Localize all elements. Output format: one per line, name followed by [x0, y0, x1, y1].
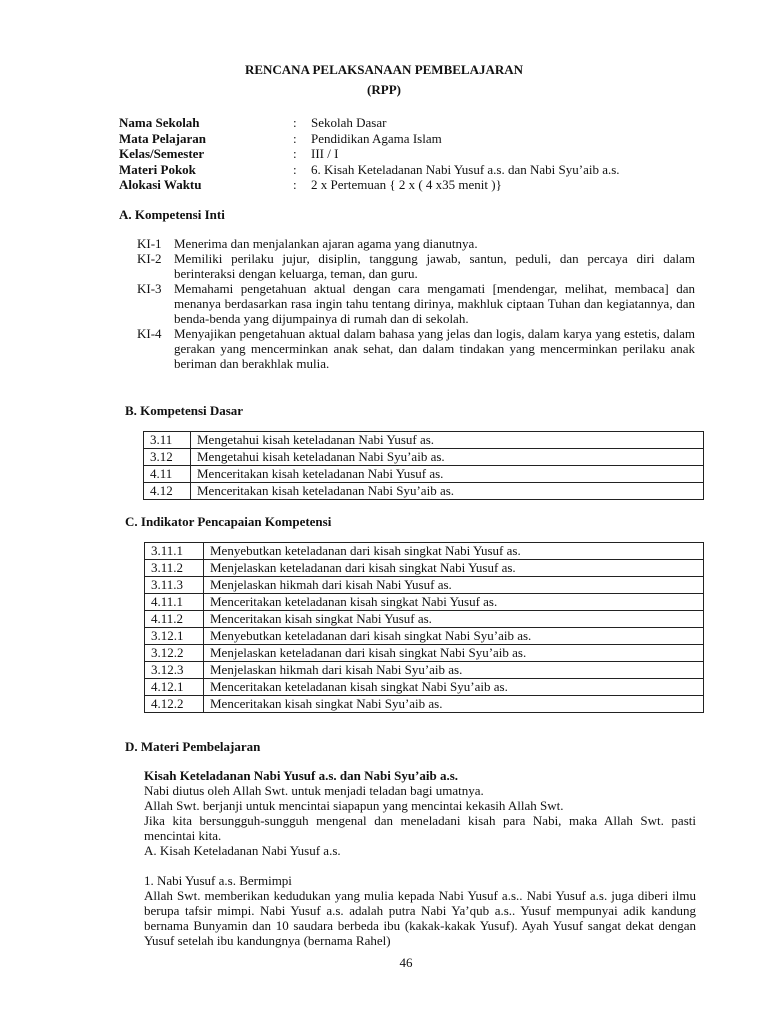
- table-row: [144, 483, 704, 500]
- table-cell-text: Menjelaskan keteladanan dari kisah singkat Nabi Yusuf as.: [204, 560, 704, 577]
- table-cell-text: Menjelaskan hikmah dari kisah Nabi Syu’aib as.: [204, 662, 704, 679]
- info-colon: :: [293, 177, 297, 192]
- materi-paragraph: A. Kisah Keteladanan Nabi Yusuf a.s.: [144, 843, 341, 858]
- table-cell-text: Menyebutkan keteladanan dari kisah singkat Nabi Syu’aib as.: [204, 628, 704, 645]
- table-cell-text: Mengetahui kisah keteladanan Nabi Syu’aib as.: [191, 449, 704, 466]
- spacer: [144, 858, 696, 873]
- table-cell-text: Menceritakan keteladanan kisah singkat Nabi Yusuf as.: [204, 594, 704, 611]
- info-row: [119, 115, 719, 131]
- ki-code: KI-2: [137, 251, 162, 266]
- info-value: 6. Kisah Keteladanan Nabi Yusuf a.s. dan Nabi Syu’aib a.s.: [311, 161, 620, 177]
- list-item: [137, 236, 695, 251]
- info-colon: :: [293, 146, 297, 161]
- info-label: Nama Sekolah: [119, 115, 200, 130]
- table-cell-code: 3.12.3: [145, 662, 204, 679]
- ki-text: Menyajikan pengetahuan aktual dalam bahasa yang jelas dan logis, dalam karya yang estetis, dalam gerakan yang mencerminkan anak sehat, dan dalam tindakan yang mencerminkan perilaku anak beriman dan berakhlak mulia.: [174, 326, 695, 371]
- table-row: [145, 560, 704, 577]
- table-row: [145, 679, 704, 696]
- document-title: RENCANA PELAKSANAAN PEMBELAJARAN: [244, 62, 524, 77]
- list-item: [137, 326, 695, 371]
- table-cell-code: 3.11.1: [145, 543, 204, 560]
- materi-paragraph: Allah Swt. berjanji untuk mencintai siapapun yang mencintai kekasih Allah Swt.: [144, 798, 564, 813]
- materi-subtitle: Kisah Keteladanan Nabi Yusuf a.s. dan Nabi Syu’aib a.s.: [144, 768, 459, 783]
- ki-text: Memiliki perilaku jujur, disiplin, tanggung jawab, santun, peduli, dan percaya diri dalam berinteraksi dengan keluarga, teman, dan guru.: [174, 251, 695, 281]
- table-row: [144, 449, 704, 466]
- document-subtitle: (RPP): [367, 82, 401, 97]
- table-cell-code: 3.12.1: [145, 628, 204, 645]
- section-heading-kompetensi-dasar: B. Kompetensi Dasar: [125, 403, 244, 418]
- table-cell-text: Menceritakan kisah singkat Nabi Yusuf as.: [204, 611, 704, 628]
- table-cell-code: 3.11: [144, 432, 191, 449]
- table-cell-text: Menceritakan kisah keteladanan Nabi Yusuf as.: [191, 466, 704, 483]
- info-colon: :: [293, 130, 297, 146]
- table-row: [145, 628, 704, 645]
- info-label: Mata Pelajaran: [119, 130, 207, 146]
- list-item: [137, 281, 695, 326]
- table-cell-code: 4.11.2: [145, 611, 204, 628]
- table-cell-text: Menceritakan kisah singkat Nabi Syu’aib as.: [204, 696, 704, 713]
- table-cell-code: 3.11.2: [145, 560, 204, 577]
- table-cell-code: 3.11.3: [145, 577, 204, 594]
- table-cell-text: Menyebutkan keteladanan dari kisah singkat Nabi Yusuf as.: [204, 543, 704, 560]
- materi-paragraph: Nabi diutus oleh Allah Swt. untuk menjadi teladan bagi umatnya.: [144, 783, 484, 798]
- materi-paragraph: Jika kita bersungguh-sungguh mengenal dan meneladani kisah para Nabi, maka Allah Swt. pasti mencintai kita.: [144, 813, 696, 843]
- table-cell-code: 3.12.2: [145, 645, 204, 662]
- table-row: [145, 577, 704, 594]
- page-number: 46: [399, 955, 413, 970]
- ki-text: Memahami pengetahuan aktual dengan cara mengamati [mendengar, melihat, membaca] dan menanya berdasarkan rasa ingin tahu tentang dirinya, makhluk ciptaan Tuhan dan kegiatannya, dan benda-benda yang dijumpainya di rumah dan di sekolah.: [174, 281, 695, 326]
- section-heading-materi: D. Materi Pembelajaran: [125, 739, 261, 754]
- info-value: 2 x Pertemuan { 2 x ( 4 x35 menit )}: [311, 177, 502, 192]
- table-cell-text: Menceritakan kisah keteladanan Nabi Syu’aib as.: [191, 483, 704, 500]
- materi-content: [144, 768, 696, 948]
- table-cell-code: 4.12.2: [145, 696, 204, 713]
- table-cell-text: Mengetahui kisah keteladanan Nabi Yusuf as.: [191, 432, 704, 449]
- kompetensi-dasar-table: [143, 431, 704, 500]
- table-row: [144, 466, 704, 483]
- table-row: [145, 543, 704, 560]
- ki-code: KI-3: [137, 281, 162, 296]
- list-item: [137, 251, 695, 281]
- info-colon: :: [293, 115, 297, 130]
- table-row: [145, 645, 704, 662]
- table-cell-text: Menjelaskan keteladanan dari kisah singkat Nabi Syu’aib as.: [204, 645, 704, 662]
- table-cell-code: 4.11: [144, 466, 191, 483]
- table-row: [144, 432, 704, 449]
- section-heading-kompetensi-inti: A. Kompetensi Inti: [119, 207, 225, 222]
- table-row: [145, 662, 704, 679]
- info-row: [119, 162, 719, 178]
- table-cell-text: Menjelaskan hikmah dari kisah Nabi Yusuf as.: [204, 577, 704, 594]
- ki-text: Menerima dan menjalankan ajaran agama yang dianutnya.: [174, 236, 478, 251]
- info-label: Kelas/Semester: [119, 146, 205, 161]
- info-value: Sekolah Dasar: [311, 115, 387, 130]
- table-row: [145, 696, 704, 713]
- table-row: [145, 611, 704, 628]
- materi-sub-heading: 1. Nabi Yusuf a.s. Bermimpi: [144, 873, 292, 888]
- info-value: Pendidikan Agama Islam: [311, 130, 442, 146]
- section-heading-indikator: C. Indikator Pencapaian Kompetensi: [125, 514, 332, 529]
- table-cell-code: 4.12.1: [145, 679, 204, 696]
- table-cell-code: 4.11.1: [145, 594, 204, 611]
- info-label: Alokasi Waktu: [119, 177, 202, 192]
- table-cell-text: Menceritakan keteladanan kisah singkat Nabi Syu’aib as.: [204, 679, 704, 696]
- ki-code: KI-4: [137, 326, 162, 341]
- info-label: Materi Pokok: [119, 161, 196, 177]
- info-colon: :: [293, 161, 297, 177]
- table-row: [145, 594, 704, 611]
- info-row: [119, 131, 719, 147]
- table-cell-code: 4.12: [144, 483, 191, 500]
- ki-code: KI-1: [137, 236, 162, 251]
- table-cell-code: 3.12: [144, 449, 191, 466]
- kompetensi-inti-list: [137, 236, 695, 371]
- info-value: III / I: [311, 146, 339, 161]
- info-row: [119, 177, 719, 193]
- materi-paragraph: Allah Swt. memberikan kedudukan yang mulia kepada Nabi Yusuf a.s.. Nabi Yusuf a.s. juga diberi ilmu berupa tafsir mimpi. Nabi Yusuf a.s. adalah putra Nabi Ya’qub a.s.. Yusuf mempunyai adik kandung bernama Bunyamin dan 10 saudara berbeda ibu (kakak-kakak Yusuf). Ayah Yusuf sangat dekat dengan Yusuf setelah ibu kandungnya (bernama Rahel): [144, 888, 696, 948]
- indikator-table: [144, 542, 704, 713]
- info-row: [119, 146, 719, 162]
- identity-block: [119, 115, 719, 193]
